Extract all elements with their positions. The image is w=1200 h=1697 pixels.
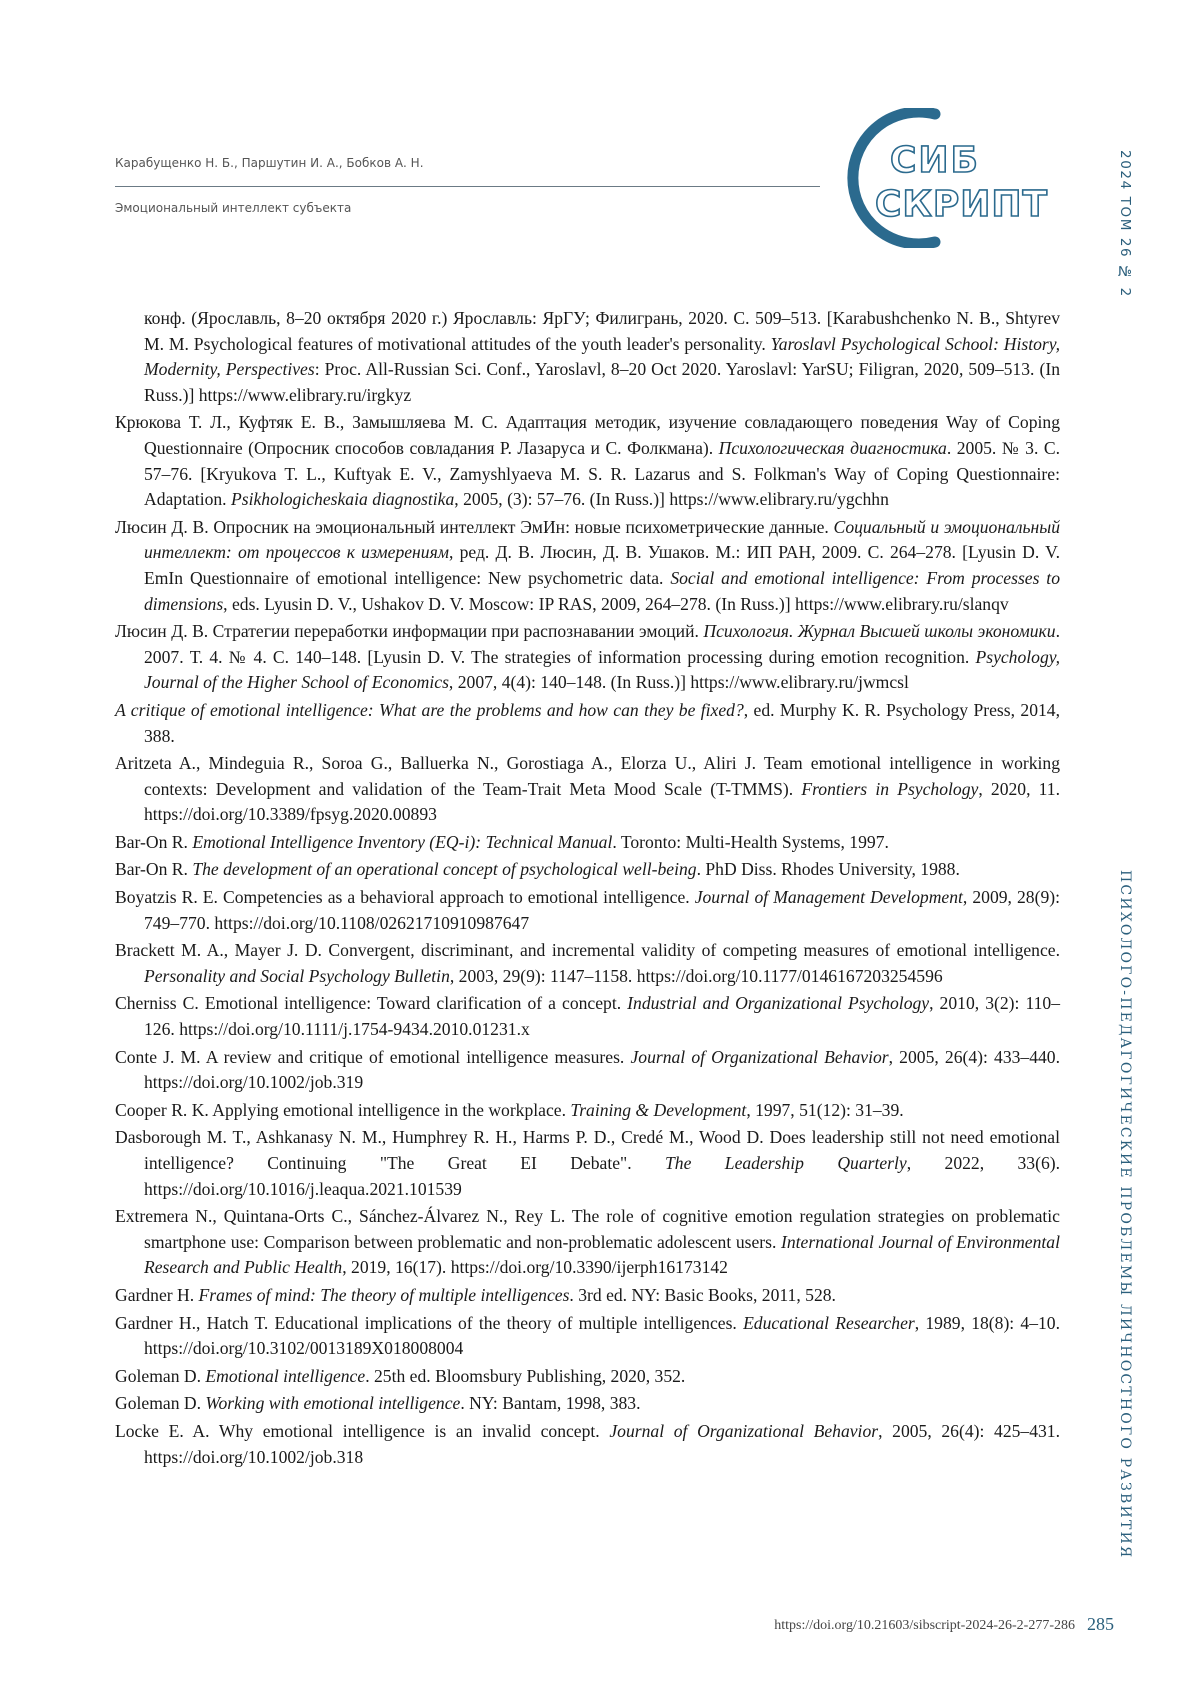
reference-text-segment: Cooper R. K. Applying emotional intelligence in the workplace. [115,1099,571,1120]
reference-text-segment: Люсин Д. В. Стратегии переработки информации при распознавании эмоций. [115,621,704,642]
reference-item [115,619,1060,696]
reference-italic-segment: Educational Researcher [743,1312,915,1333]
reference-text-segment: . Toronto: Multi-Health Systems, 1997. [612,831,889,852]
sidebar-journal-title: ПСИХОЛОГО-ПЕДАГОГИЧЕСКИЕ ПРОБЛЕМЫ ЛИЧНОСТНОГО РАЗВИТИЯ [1117,870,1133,1560]
reference-item [115,410,1060,512]
reference-text-segment: , 2010, 3(2): 110–126. https://doi.org/10.1111/j.1754-9434.2010.01231.x [144,993,1060,1040]
page-number: 285 [1087,1614,1114,1634]
reference-item [115,830,1060,856]
reference-text-segment: : Proc. All-Russian Sci. Conf., Yaroslavl, 8–20 Oct 2020. Yaroslavl: YarSU; Filigran, 2020, 509–513. (In Russ.)] https://www.elibrary.ru/irgkyz [144,359,1060,405]
reference-text-segment: , 2022, 33(6). https://doi.org/10.1016/j.leaqua.2021.101539 [144,1153,1061,1199]
reference-text-segment: Cherniss C. Emotional intelligence: Toward clarification of a concept. [115,993,628,1014]
reference-text-segment: Goleman D. [115,1365,206,1386]
reference-text-segment: Люсин Д. В. Опросник на эмоциональный интеллект ЭмИн: новые психометрические данные. [115,516,834,537]
footer-doi: https://doi.org/10.21603/sibscript-2024-26-2-277-286 [774,1618,1075,1633]
reference-item [115,306,1060,408]
reference-italic-segment: Psychology, Journal of the Higher School of Economics [144,646,1060,693]
reference-text-segment: Extremera N., Quintana-Orts C., Sánchez-Álvarez N., Rey L. The role of cognitive emotion regulation strategies on problematic smartphone use: Comparison between problematic and non-problematic adolescent users. [115,1206,1060,1252]
reference-text-segment: , 2005, (3): 57–76. (In Russ.)] https://www.elibrary.ru/ygchhn [454,489,889,510]
reference-text-segment: , 1989, 18(8): 4–10. https://doi.org/10.3102/0013189X018008004 [144,1312,1061,1359]
reference-text-segment: . 2005. № 3. С. 57–76. [Kryukova T. L., Kuftyak E. V., Zamyshlyaeva M. S. R. Lazarus and S. Folkman's Way of Coping Questionnaire: Adaptation. [144,437,1060,510]
reference-text-segment: Dasborough M. T., Ashkanasy N. M., Humphrey R. H., Harms P. D., Credé M., Wood D. Does leadership still not need emotional intelligence? Continuing "The Great EI Debate". [115,1127,1060,1173]
reference-italic-segment: Frames of mind: The theory of multiple intelligences [198,1284,570,1305]
reference-text-segment: , 2007, 4(4): 140–148. (In Russ.)] https://www.elibrary.ru/jwmcsl [448,672,909,693]
reference-text-segment: Goleman D. [115,1393,206,1414]
reference-text-segment: Gardner H. [115,1284,199,1305]
reference-italic-segment: Emotional Intelligence Inventory (EQ-i): Technical Manual [192,831,613,852]
logo-line1: СИБ [890,140,980,181]
reference-italic-segment: The Leadership Quarterly [665,1153,907,1173]
reference-item [115,857,1060,883]
reference-item [115,938,1060,989]
journal-logo [835,108,1065,248]
running-header-topic: Эмоциональный интеллект субъекта [115,201,352,215]
reference-item [115,1125,1060,1202]
reference-text-segment: , ed. Murphy K. R. Psychology Press, 2014, 388. [144,699,1060,746]
reference-text-segment: , 2020, 11. https://doi.org/10.3389/fpsyg.2020.00893 [144,778,1060,825]
reference-item [115,1098,1060,1124]
reference-text-segment: Conte J. M. A review and critique of emotional intelligence measures. [115,1046,631,1067]
reference-italic-segment: Training & Development [570,1099,747,1120]
reference-italic-segment: A critique of emotional intelligence: What are the problems and how can they be fixed? [115,699,744,720]
reference-text-segment: Gardner H., Hatch T. Educational implications of the theory of multiple intelligences. [115,1312,744,1333]
reference-text-segment: , 2009, 28(9): 749–770. https://doi.org/10.1108/02621710910987647 [144,887,1060,933]
reference-text-segment: , eds. Lyusin D. V., Ushakov D. V. Moscow: IP RAS, 2009, 264–278. (In Russ.)] https://www.elibrary.ru/slanqv [223,593,1009,614]
reference-italic-segment: The development of an operational concept of psychological well-being [192,859,697,880]
reference-italic-segment: Социальный и эмоциональный интеллект: от процессов к измерениям [144,516,1060,563]
reference-text-segment: Bar-On R. [115,859,193,880]
reference-italic-segment: Working with emotional intelligence [205,1393,461,1414]
reference-text-segment: , 2005, 26(4): 425–431. https://doi.org/10.1002/job.318 [144,1420,1060,1467]
reference-text-segment: . NY: Bantam, 1998, 383. [460,1393,641,1414]
reference-text-segment: Boyatzis R. E. Competencies as a behavioral approach to emotional intelligence. [115,887,695,908]
reference-item [115,751,1060,828]
reference-item [115,885,1060,936]
reference-text-segment: , 1997, 51(12): 31–39. [746,1099,904,1120]
reference-item [115,1045,1060,1096]
reference-text-segment: . PhD Diss. Rhodes University, 1988. [696,859,960,880]
reference-italic-segment: Personality and Social Psychology Bulletin [144,965,450,986]
sidebar-issue: 2024 ТОМ 26 № 2 [1117,150,1133,298]
reference-italic-segment: Journal of Management Development [694,887,963,908]
reference-text-segment: Крюкова Т. Л., Куфтяк Е. В., Замышляева М. С. Адаптация методик, изучение совладающего поведения Way of Coping Questionnaire (Опросник способов совладания Р. Лазаруса и С. Фолкмана). [115,412,1060,458]
reference-italic-segment: Journal of Organizational Behavior [609,1420,879,1441]
reference-item [115,1391,1060,1417]
reference-item [115,698,1060,749]
reference-text-segment: Aritzeta A., Mindeguia R., Soroa G., Balluerka N., Gorostiaga A., Elorza U., Aliri J. Team emotional intelligence in working contexts: Development and validation of the Team-Trait Meta Mood Scale (T-TMMS). [115,753,1060,799]
reference-text-segment: . 25th ed. Bloomsbury Publishing, 2020, 352. [365,1365,686,1386]
reference-italic-segment: Yaroslavl Psychological School: History, Modernity, Perspectives [144,333,1060,380]
reference-text-segment: . 2007. Т. 4. № 4. С. 140–148. [Lyusin D. V. The strategies of information processing during emotion recognition. [144,621,1060,667]
reference-item [115,1311,1060,1362]
reference-italic-segment: Психологическая диагностика [718,437,947,458]
reference-text-segment: Locke E. A. Why emotional intelligence is an invalid concept. [115,1420,610,1441]
reference-text-segment: , 2005, 26(4): 433–440. https://doi.org/10.1002/job.319 [144,1046,1061,1093]
reference-item [115,1364,1060,1390]
reference-italic-segment: International Journal of Environmental Research and Public Health [144,1231,1060,1278]
reference-italic-segment: Social and emotional intelligence: From processes to dimensions [144,567,1060,614]
reference-item [115,1204,1060,1281]
reference-text-segment: , 2003, 29(9): 1147–1158. https://doi.org/10.1177/0146167203254596 [449,965,943,986]
reference-italic-segment: Психология. Журнал Высшей школы экономики [703,621,1056,642]
reference-text-segment: , ред. Д. В. Люсин, Д. В. Ушаков. М.: ИП РАН, 2009. С. 264–278. [Lyusin D. V. EmIn Questionnaire of emotional intelligence: New psychometric data. [144,542,1060,588]
reference-list [115,306,1060,1472]
reference-text-segment: конф. (Ярославль, 8–20 октября 2020 г.) Ярославль: ЯрГУ; Филигрань, 2020. С. 509–513. [Karabushchenko N. B., Shtyrev M. M. Psychological features of motivational attitudes of the youth leader's personality. [144,308,1060,354]
reference-text-segment: , 2019, 16(17). https://doi.org/10.3390/ijerph16173142 [342,1257,728,1278]
reference-italic-segment: Emotional intelligence [205,1365,366,1386]
reference-italic-segment: Frontiers in Psychology [801,778,979,799]
reference-text-segment: . 3rd ed. NY: Basic Books, 2011, 528. [569,1284,836,1305]
reference-item [115,515,1060,617]
reference-italic-segment: Industrial and Organizational Psychology [627,993,930,1014]
running-header-authors: Карабущенко Н. Б., Паршутин И. А., Бобков А. Н. [115,156,424,170]
reference-italic-segment: Journal of Organizational Behavior [630,1046,889,1067]
reference-item [115,991,1060,1042]
reference-item [115,1419,1060,1470]
reference-text-segment: Bar-On R. [115,831,193,852]
logo-line2: СКРИПТ [875,184,1049,225]
reference-italic-segment: Psikhologicheskaia diagnostika [230,489,455,510]
header-divider [115,186,820,187]
reference-text-segment: Brackett M. A., Mayer J. D. Convergent, discriminant, and incremental validity of competing measures of emotional intelligence. [115,940,1060,961]
reference-item [115,1283,1060,1309]
